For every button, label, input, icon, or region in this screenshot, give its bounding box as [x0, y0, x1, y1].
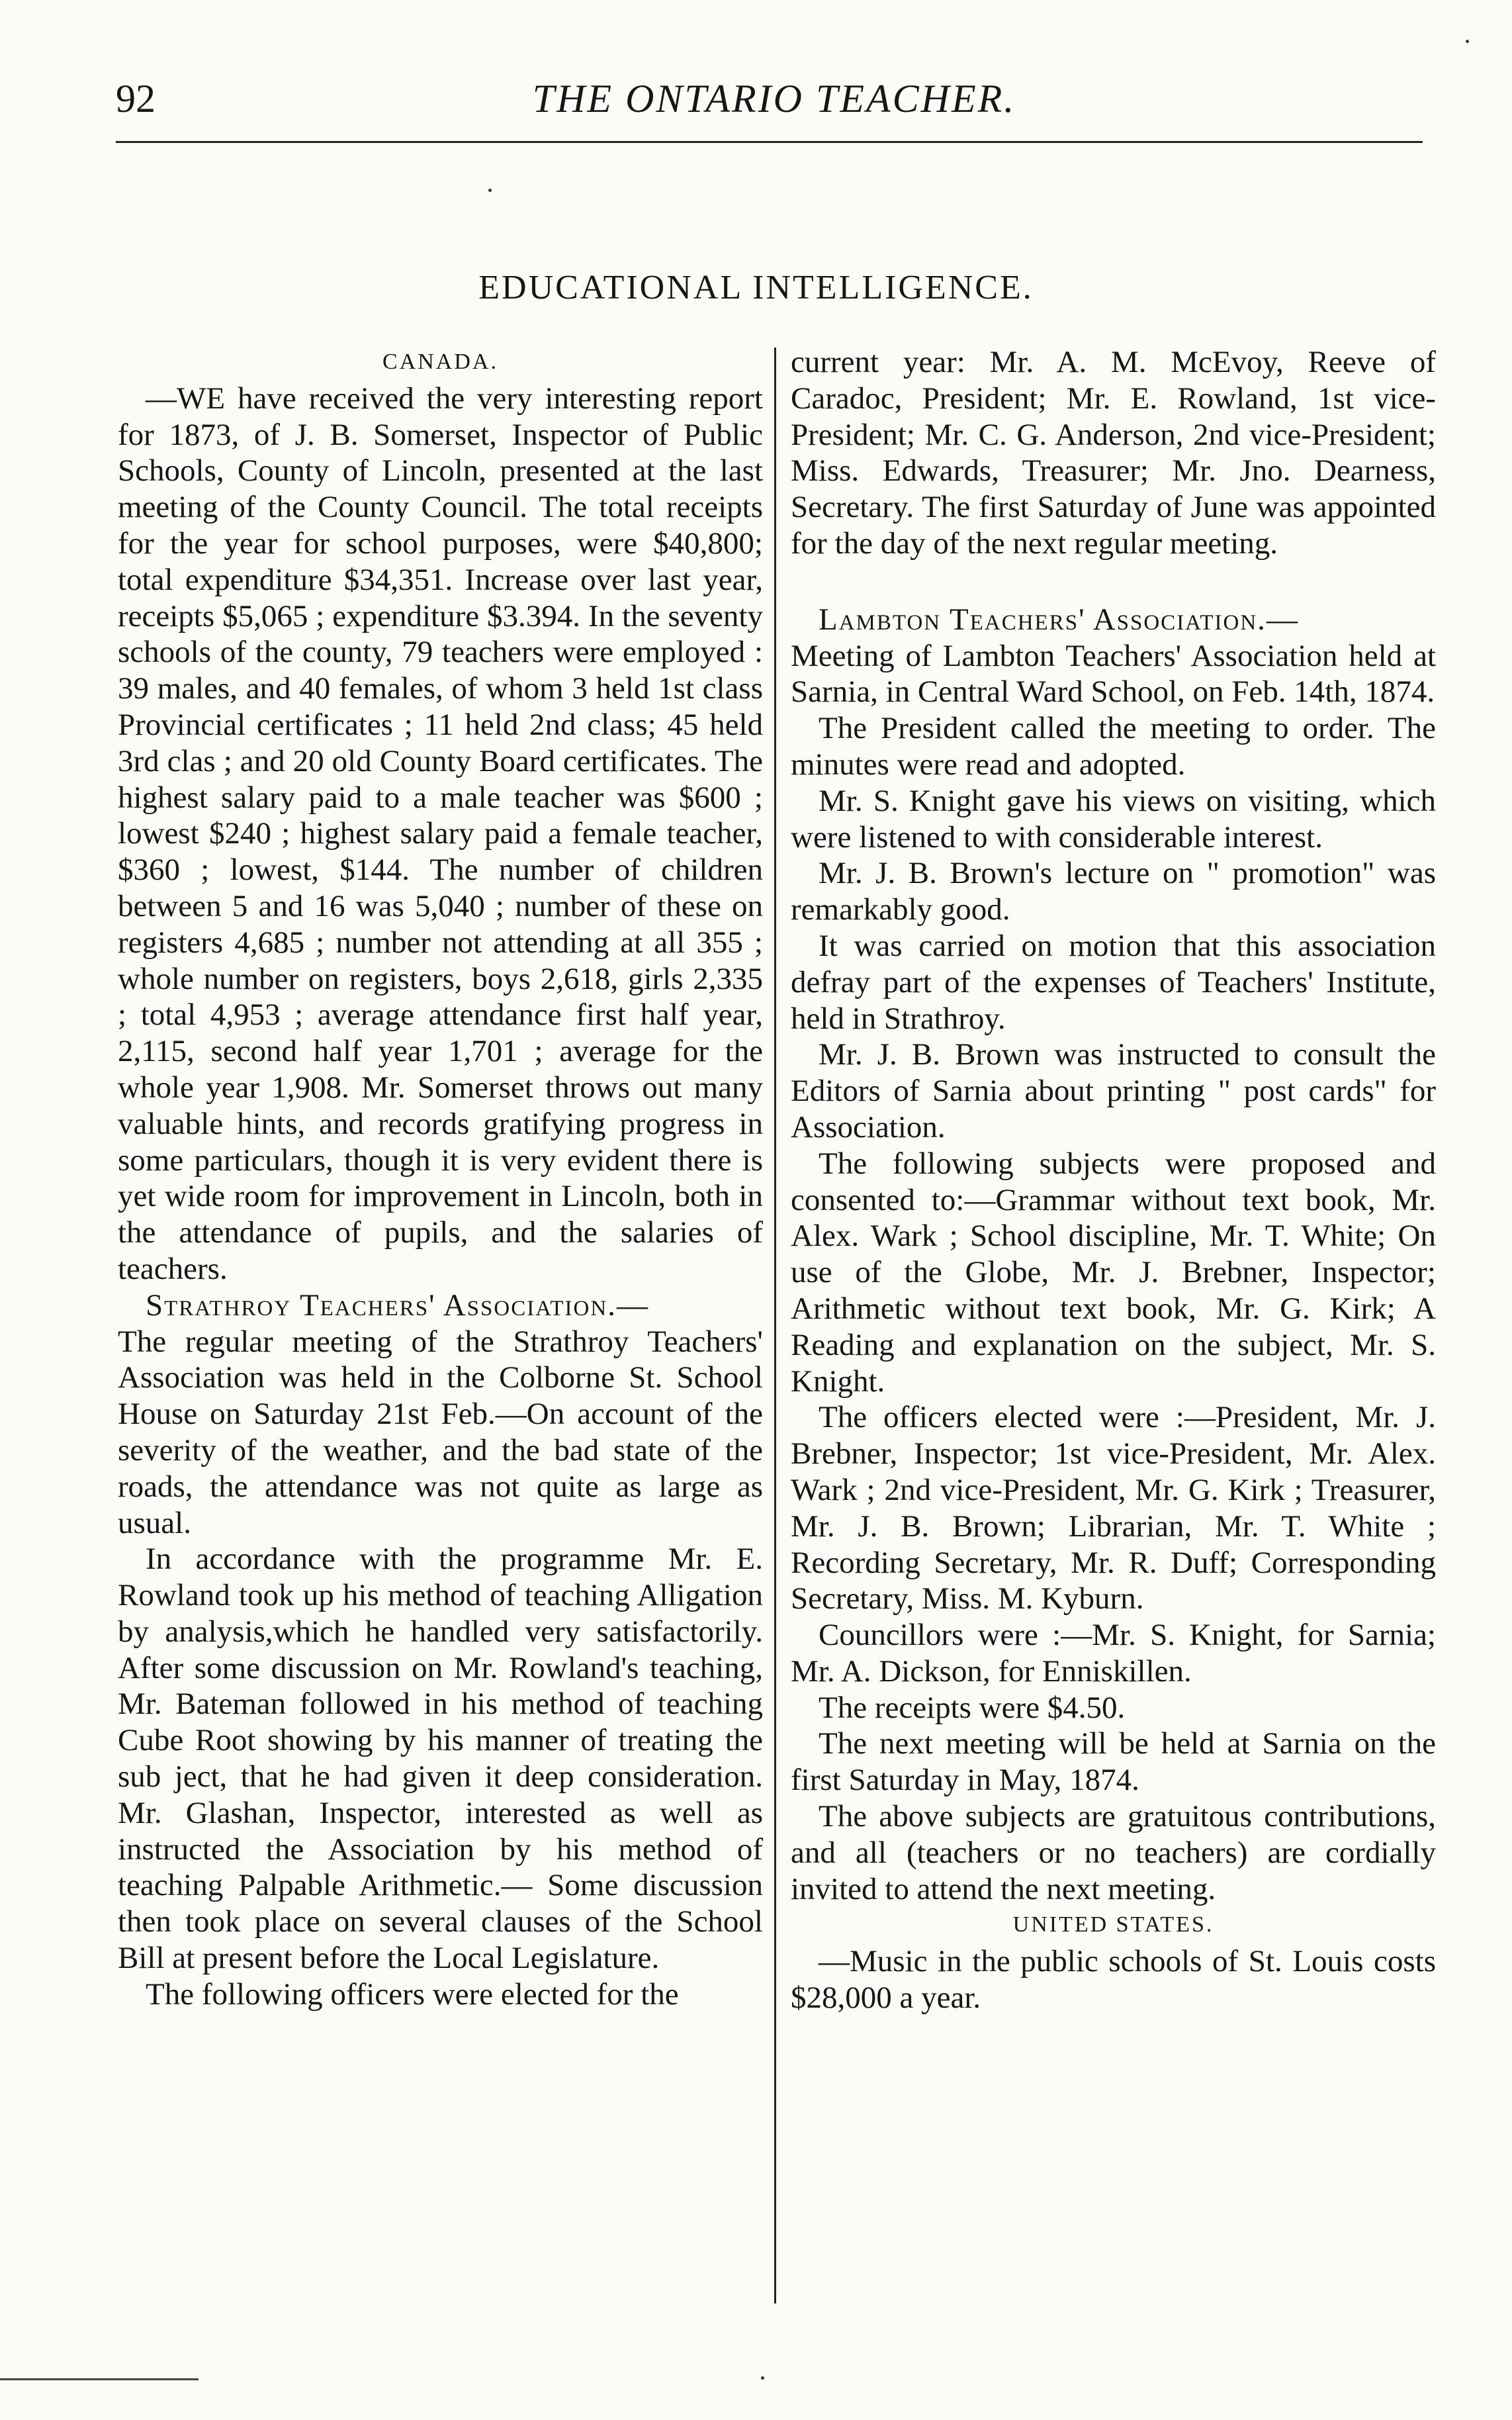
- page-number: 92: [116, 77, 156, 120]
- officers-continued-paragraph: current year: Mr. A. M. McEvoy, Reeve of Caradoc, President; Mr. E. Rowland, 1st vice-President; Mr. C. G. Anderson, 2nd vice-President; Miss. Edwards, Treasurer; Mr. Jno. Dearness, Secretary. The first Saturday of June was appointed for the day of the next regular meeting.: [791, 345, 1436, 561]
- scan-speck: [488, 189, 492, 192]
- councillors-paragraph: Councillors were :—Mr. S. Knight, for Sarnia; Mr. A. Dickson, for Enniskillen.: [791, 1618, 1436, 1689]
- next-meeting-paragraph: The next meeting will be held at Sarnia on the first Saturday in May, 1874.: [791, 1726, 1436, 1798]
- subhead-united-states: UNITED STATES.: [1012, 1912, 1214, 1937]
- lambton-meeting-paragraph: Meeting of Lambton Teachers' Association held at Sarnia, in Central Ward School, on Feb. 14th, 1874.: [791, 638, 1436, 710]
- column-divider: [774, 348, 776, 2304]
- institute-expenses-paragraph: It was carried on motion that this association defray part of the expenses of Teachers' Institute, held in Strathroy.: [791, 928, 1436, 1036]
- subjects-paragraph: The following subjects were proposed and consented to:—Grammar without text book, Mr. Alex. Wark ; School discipline, Mr. T. White; On use of the Globe, Mr. J. Brebner, Inspector; Arithmetic without text book, Mr. G. Kirk; A Reading and explanation on the subject, Mr. S. Knight.: [791, 1146, 1436, 1399]
- call-to-order-paragraph: The President called the meeting to order. The minutes were read and adopted.: [791, 711, 1436, 782]
- page-header: [116, 76, 1433, 136]
- right-column: [791, 344, 1436, 2016]
- lincoln-report-paragraph: —WE have received the very interesting report for 1873, of J. B. Somerset, Inspector of Public Schools, County of Lincoln, presented at the last meeting of the County Council. The total receipts for the year for school purposes, were $40,800; total expenditure $34,351. Increase over last year, receipts $5,065 ; expenditure $3.394. In the seventy schools of the county, 79 teachers were employed : 39 males, and 40 females, of whom 3 held 1st class Provincial certificates ; 11 held 2nd class; 45 held 3rd clas ; and 20 old County Board certificates. The highest salary paid to a male teacher was $600 ; lowest $240 ; highest salary paid a female teacher, $360 ; lowest, $144. The number of children between 5 and 16 was 5,040 ; number of these on registers 4,685 ; number not attending at all 355 ; whole number on registers, boys 2,618, girls 2,335 ; total 4,953 ; average attendance first half year, 2,115, second half year 1,701 ; average for the whole year 1,908. Mr. Somerset throws out many valuable hints, and records gratifying progress in some particulars, though it is very evident there is yet wide room for improvement in Lincoln, both in the attendance of pupils, and the salaries of teachers.: [118, 381, 763, 1286]
- officers-elected-paragraph: The officers elected were :—President, Mr. J. Brebner, Inspector; 1st vice-President, Mr. Alex. Wark ; 2nd vice-President, Mr. G. Kirk ; Treasurer, Mr. J. B. Brown; Librarian, Mr. T. White ; Recording Secretary, Mr. R. Duff; Corresponding Secretary, Miss. M. Kyburn.: [791, 1400, 1436, 1616]
- header-rule: [116, 141, 1423, 143]
- contributions-paragraph: The above subjects are gratuitous contributions, and all (teachers or no teachers) are cordially invited to attend the next meeting.: [791, 1799, 1436, 1906]
- receipts-paragraph: The receipts were $4.50.: [819, 1690, 1126, 1725]
- left-column: [118, 344, 763, 2013]
- programme-paragraph: In accordance with the programme Mr. E. Rowland took up his method of teaching Alligation by analysis,which he handled very satisfactorily. After some discussion on Mr. Rowland's teaching, Mr. Bateman followed in his method of teaching Cube Root showing by his manner of treating the sub ject, that he had given it deep consideration. Mr. Glashan, Inspector, interested as well as instructed the Association by his method of teaching Palpable Arithmetic.— Some discussion then took place on several clauses of the School Bill at present before the Local Legislature.: [118, 1542, 763, 1976]
- running-title: THE ONTARIO TEACHER.: [532, 77, 1016, 120]
- visiting-paragraph: Mr. S. Knight gave his views on visiting, which were listened to with considerable interest.: [791, 783, 1436, 855]
- scan-speck: [761, 2376, 764, 2380]
- footer-rule: [0, 2378, 199, 2380]
- lambton-association-heading: Lambton Teachers' Association.—: [819, 602, 1299, 637]
- officers-intro-paragraph: The following officers were elected for the: [146, 1977, 679, 2012]
- strathroy-meeting-paragraph: The regular meeting of the Strathroy Teachers' Association was held in the Colborne St. School House on Saturday 21st Feb.—On account of the severity of the weather, and the bad state of the roads, the attendance was not quite as large as usual.: [118, 1324, 763, 1540]
- scan-speck: [1466, 40, 1469, 43]
- section-title: EDUCATIONAL INTELLIGENCE.: [478, 269, 1034, 306]
- strathroy-association-heading: Strathroy Teachers' Association.—: [146, 1287, 649, 1323]
- post-cards-paragraph: Mr. J. B. Brown was instructed to consult the Editors of Sarnia about printing " post cards" for Association.: [791, 1037, 1436, 1144]
- promotion-lecture-paragraph: Mr. J. B. Brown's lecture on " promotion" was remarkably good.: [791, 856, 1436, 927]
- st-louis-music-paragraph: —Music in the public schools of St. Louis costs $28,000 a year.: [791, 1944, 1436, 2016]
- subhead-canada: CANADA.: [382, 349, 498, 374]
